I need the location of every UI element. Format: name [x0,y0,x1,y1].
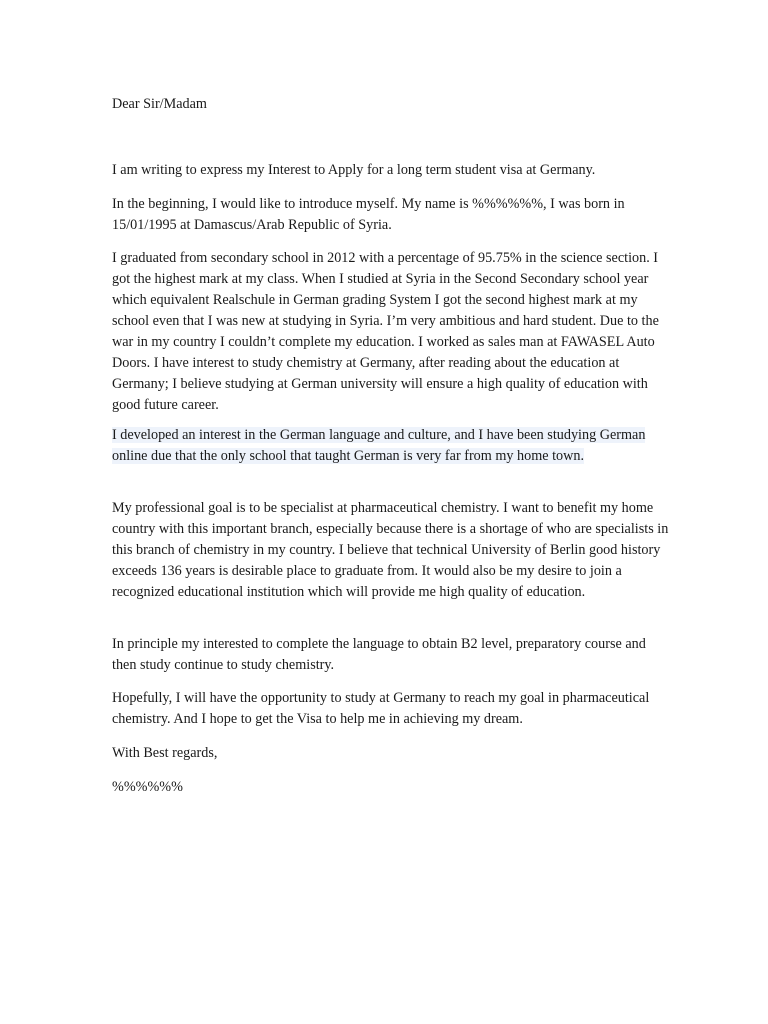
paragraph-study-plan: In principle my interested to complete the language to obtain B2 level, preparatory course and then study continue to study chemistry. [112,636,646,673]
paragraph-intent: I am writing to express my Interest to Apply for a long term student visa at Germany. [112,162,596,178]
paragraph-hope: Hopefully, I will have the opportunity to study at Germany to reach my goal in pharmaceutical chemistry. And I hope to get the Visa to help me in achieving my dream. [112,690,650,727]
paragraph-german-language [112,425,672,467]
paragraph-education: I graduated from secondary school in 2012 with a percentage of 95.75% in the science section. I got the highest mark at my class. When I studied at Syria in the Second Secondary school year which equivalent Realschule in German grading System I got the second highest mark at my school even that I was new at studying in Syria. I’m very ambitious and hard student. Due to the war in my country I couldn’t complete my education. I worked as sales man at FAWASEL Auto Doors. I have interest to study chemistry at Germany, after reading about the education at Germany; I believe studying at German university will ensure a high quality of education with good future career. [112,250,659,413]
paragraph-professional-goal: My professional goal is to be specialist at pharmaceutical chemistry. I want to benefit my home country with this important branch, especially because there is a shortage of who are specialists in this branch of chemistry in my country. I believe that technical University of Berlin good history exceeds 136 years is desirable place to graduate from. It would also be my desire to join a recognized educational institution which will provide me high quality of education. [112,500,669,600]
highlighted-text: I developed an interest in the German language and culture, and I have been studying German online due that the only school that taught German is very far from my home town. [112,427,646,464]
signature: %%%%%% [112,779,183,795]
paragraph-introduction: In the beginning, I would like to introduce myself. My name is %%%%%%, I was born in 15/01/1995 at Damascus/Arab Republic of Syria. [112,196,625,233]
salutation: Dear Sir/Madam [112,96,207,112]
closing: With Best regards, [112,745,218,761]
